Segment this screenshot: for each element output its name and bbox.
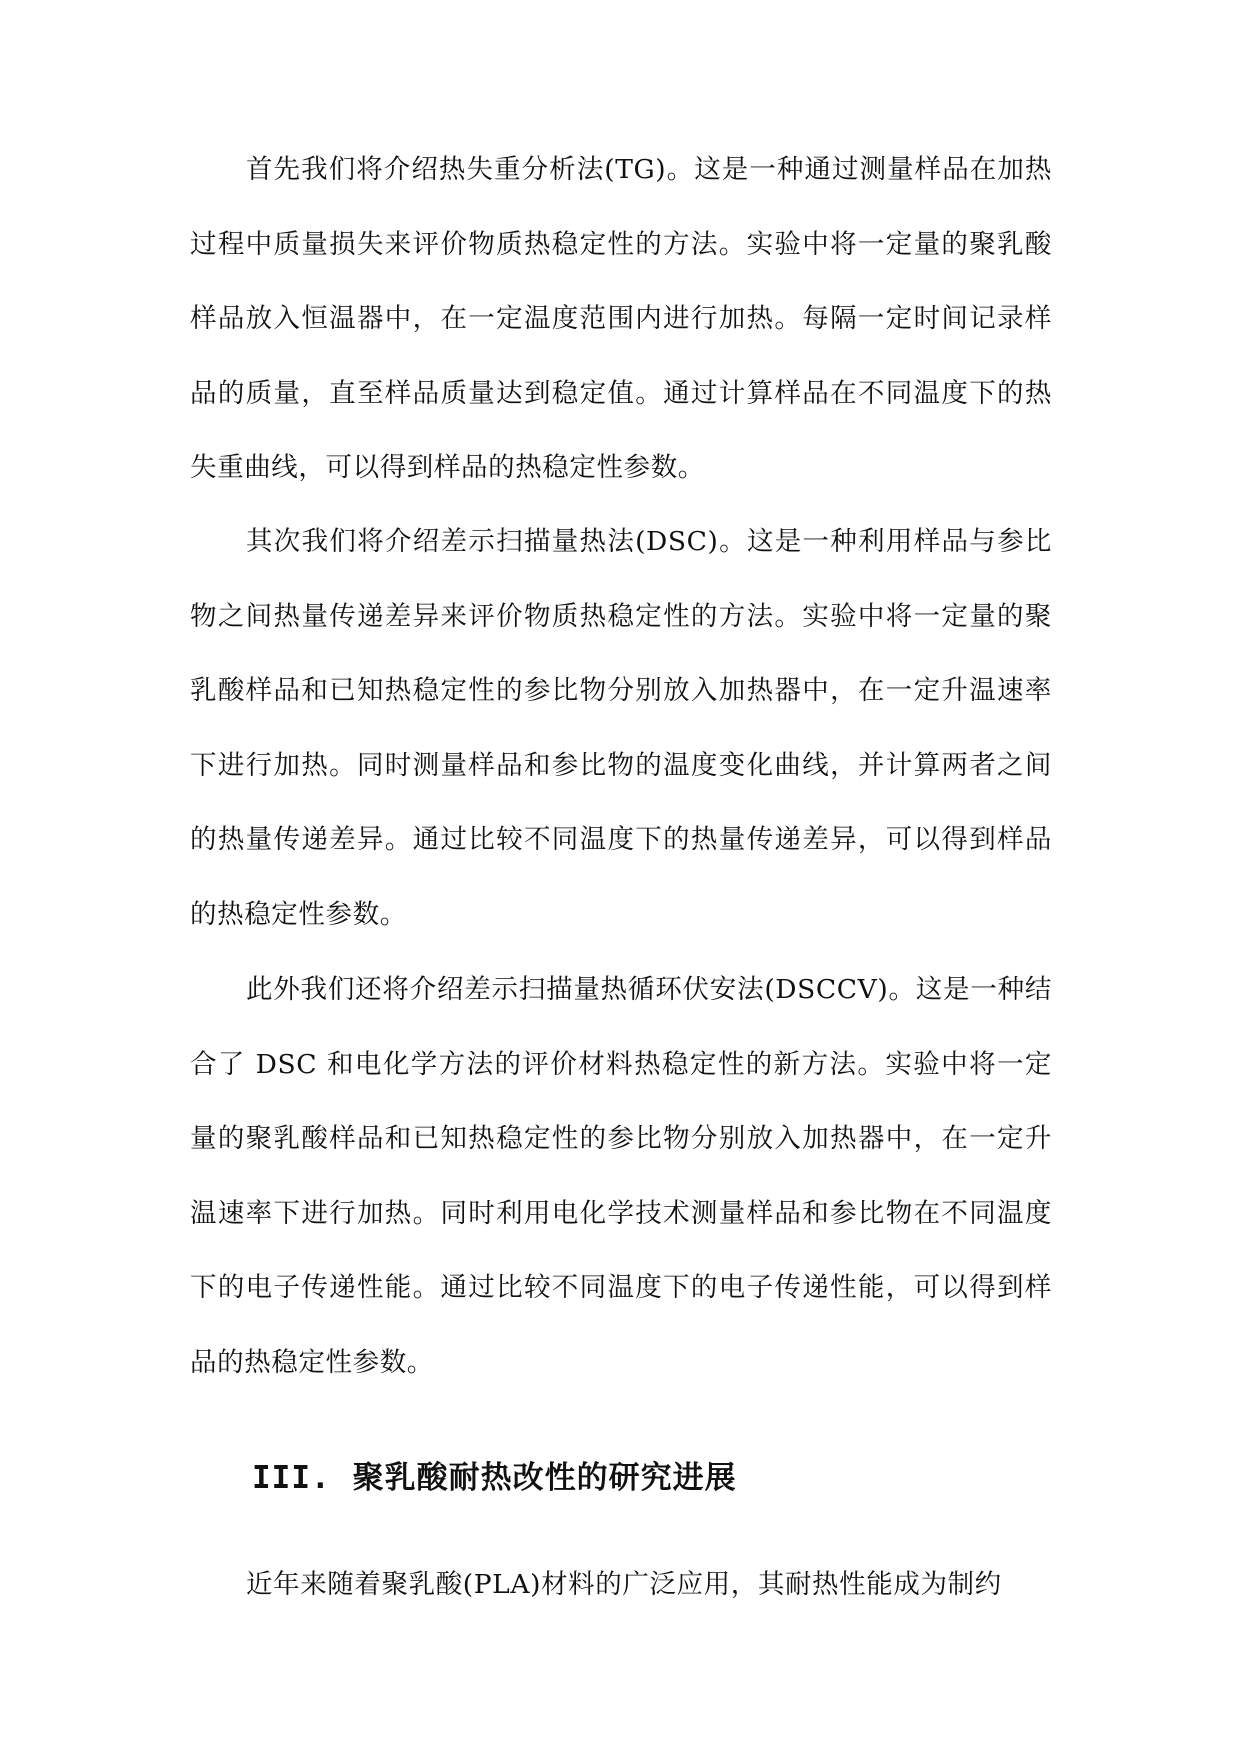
paragraph-tg-method: 首先我们将介绍热失重分析法(TG)。这是一种通过测量样品在加热过程中质量损失来评价物质热稳定性的方法。实验中将一定量的聚乳酸样品放入恒温器中，在一定温度范围内进行加热。每隔一定时间记录样品的质量，直至样品质量达到稳定值。通过计算样品在不同温度下的热失重曲线，可以得到样品的热稳定性参数。 <box>190 154 1052 483</box>
section-number: III. <box>252 1460 331 1496</box>
paragraph-dsc-method: 其次我们将介绍差示扫描量热法(DSC)。这是一种利用样品与参比物之间热量传递差异来评价物质热稳定性的方法。实验中将一定量的聚乳酸样品和已知热稳定性的参比物分别放入加热器中，在一定升温速率下进行加热。同时测量样品和参比物的温度变化曲线，并计算两者之间的热量传递差异。通过比较不同温度下的热量传递差异，可以得到样品的热稳定性参数。 <box>190 526 1052 930</box>
paragraph-pla-intro: 近年来随着聚乳酸(PLA)材料的广泛应用，其耐热性能成为制约 <box>246 1569 1002 1600</box>
paragraph-dsccv-method: 此外我们还将介绍差示扫描量热循环伏安法(DSCCV)。这是一种结合了 DSC 和电化学方法的评价材料热稳定性的新方法。实验中将一定量的聚乳酸样品和已知热稳定性的参比物分别放入加热器中，在一定升温速率下进行加热。同时利用电化学技术测量样品和参比物在不同温度下的电子传递性能。通过比较不同温度下的电子传递性能，可以得到样品的热稳定性参数。 <box>190 974 1052 1378</box>
section-heading <box>252 1458 737 1498</box>
section-title: 聚乳酸耐热改性的研究进展 <box>352 1460 737 1496</box>
